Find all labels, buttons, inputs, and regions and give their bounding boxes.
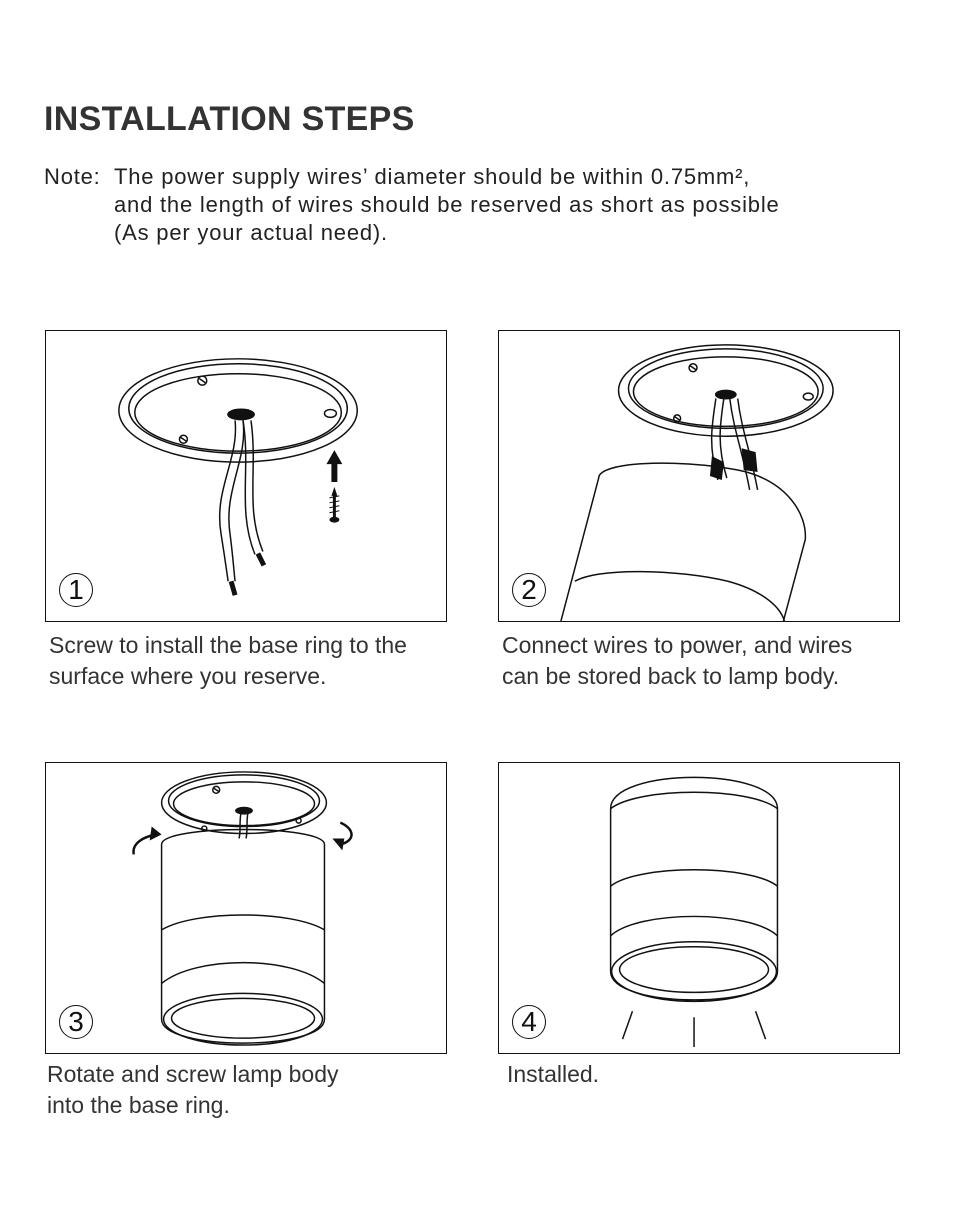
cable-entry — [227, 408, 255, 420]
step-4-number: 4 — [512, 1005, 546, 1039]
lamp-band-top — [611, 870, 778, 886]
lamp-top-rim — [611, 792, 778, 808]
lamp-band-top — [162, 915, 325, 930]
step-2-caption-line-2: can be stored back to lamp body. — [502, 663, 840, 689]
screw-head-bottom — [179, 435, 187, 443]
rotate-right-icon — [332, 823, 351, 851]
wire-2-edge — [738, 399, 758, 490]
step-3-caption-line-2: into the base ring. — [47, 1092, 230, 1118]
step-1-panel — [45, 330, 447, 622]
screw-icon — [329, 487, 339, 523]
step-2-illustration — [499, 331, 899, 621]
lamp-body-band — [575, 572, 785, 621]
step-3-caption-line-1: Rotate and screw lamp body — [47, 1061, 339, 1087]
wire-2-edge — [251, 420, 263, 551]
screw-head-top — [689, 364, 697, 372]
step-2-caption — [502, 630, 852, 692]
up-arrow-icon — [326, 450, 342, 482]
wire-1-tip — [231, 581, 235, 595]
note-line-3: (As per your actual need). — [114, 220, 388, 245]
cable-entry — [715, 390, 737, 400]
lamp-band-bottom — [162, 963, 325, 984]
step-3-number: 3 — [59, 1005, 93, 1039]
step-3-caption — [47, 1059, 339, 1121]
base-ring-middle — [628, 349, 823, 428]
screw-head-top — [213, 786, 220, 793]
base-ring-middle — [129, 364, 347, 453]
base-ring-inner — [174, 782, 315, 826]
lamp-body-outline — [599, 463, 806, 621]
wire — [239, 813, 241, 839]
lamp-rim-inner — [172, 998, 315, 1038]
note-line-2: and the length of wires should be reserved as short as possible — [114, 192, 780, 217]
note-line-1: The power supply wires’ diameter should be within 0.75mm², — [114, 164, 751, 189]
step-4-caption — [507, 1059, 599, 1090]
page-title: INSTALLATION STEPS — [44, 100, 415, 138]
wire-edge — [246, 813, 248, 839]
lamp-body — [611, 777, 778, 999]
note-label: Note: — [44, 164, 101, 189]
screw-hole — [324, 409, 336, 417]
wire-2-tip — [258, 553, 264, 565]
lamp-band-bottom — [611, 916, 778, 935]
lamp-body-left-edge — [561, 478, 599, 621]
step-3-illustration — [46, 763, 446, 1053]
step-4-panel — [498, 762, 900, 1054]
step-1-caption — [49, 630, 407, 692]
step-2-panel — [498, 330, 900, 622]
screw-hole — [803, 393, 813, 400]
step-2-caption-line-1: Connect wires to power, and wires — [502, 632, 853, 658]
lamp-body — [162, 830, 325, 1044]
step-1-illustration — [46, 331, 446, 621]
cable-entry — [235, 807, 253, 815]
step-4-caption-line-1: Installed. — [507, 1061, 600, 1087]
wire-1-edge — [229, 420, 244, 581]
step-1-caption-line-1: Screw to install the base ring to the — [49, 632, 407, 658]
step-2-number: 2 — [512, 573, 546, 607]
step-1-caption-line-2: surface where you reserve. — [49, 663, 327, 689]
lamp-rim-outer — [164, 993, 323, 1045]
step-4-illustration — [499, 763, 899, 1053]
installation-note — [44, 163, 780, 247]
lamp-rim-inner — [620, 947, 769, 993]
connector-2 — [742, 448, 758, 472]
step-1-number: 1 — [59, 573, 93, 607]
step-3-panel — [45, 762, 447, 1054]
rotate-left-icon — [134, 827, 162, 855]
light-rays-icon — [623, 1011, 766, 1047]
screw-head-top — [198, 376, 207, 385]
